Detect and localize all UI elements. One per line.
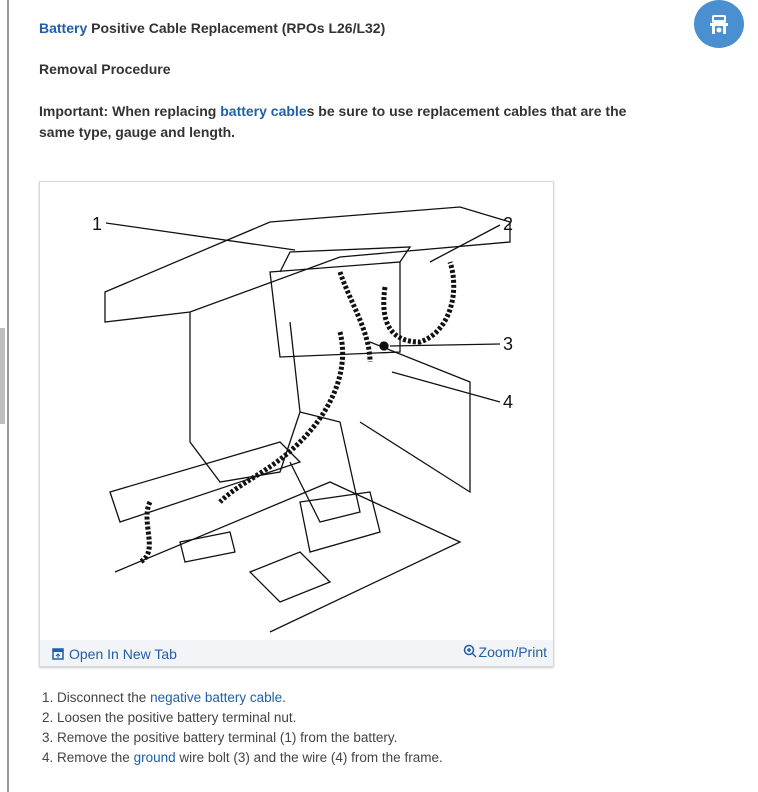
note-text: Important: When replacing	[39, 103, 221, 119]
title-text: Positive Cable Replacement (RPOs L26/L32)	[87, 20, 386, 36]
open-in-new-tab-button[interactable]	[52, 646, 177, 662]
section-heading: Removal Procedure	[39, 61, 171, 77]
callout-2: 2	[503, 214, 514, 234]
step-item: 3. Remove the positive battery terminal (1) from the battery.	[42, 730, 398, 745]
open-new-tab-icon	[52, 648, 64, 660]
zoom-print-button[interactable]	[463, 644, 547, 660]
scrollbar[interactable]	[0, 328, 5, 424]
vehicle-lift-icon	[707, 12, 731, 36]
step-item: 2. Loosen the positive battery terminal nut.	[42, 710, 297, 725]
battery-cable-illustration	[40, 182, 553, 640]
step-item: 4. Remove the ground wire bolt (3) and the wire (4) from the frame.	[42, 750, 443, 765]
steps-list	[42, 688, 443, 768]
important-note	[39, 101, 659, 143]
vehicle-lift-button[interactable]	[694, 0, 744, 48]
battery-cable-link[interactable]: battery cable	[220, 103, 307, 119]
ground-link[interactable]: ground	[133, 750, 176, 765]
callout-4: 4	[503, 392, 514, 412]
page-title	[39, 20, 385, 36]
note-text-end: s be sure to use replacement cables that are the same type, gauge and length.	[39, 103, 627, 140]
step-item: 1. Disconnect the negative battery cable.	[42, 690, 286, 705]
negative-battery-cable-link[interactable]: negative battery cable	[150, 690, 283, 705]
battery-link[interactable]: Battery	[39, 20, 88, 36]
callout-1: 1	[92, 214, 103, 234]
illustration-figure	[39, 181, 554, 667]
left-border	[7, 0, 9, 792]
zoom-label: Zoom/Print	[478, 644, 547, 660]
zoom-in-icon	[463, 644, 477, 660]
figure-footer	[40, 640, 553, 666]
open-label: Open In New Tab	[69, 646, 177, 662]
callout-3: 3	[503, 334, 514, 354]
